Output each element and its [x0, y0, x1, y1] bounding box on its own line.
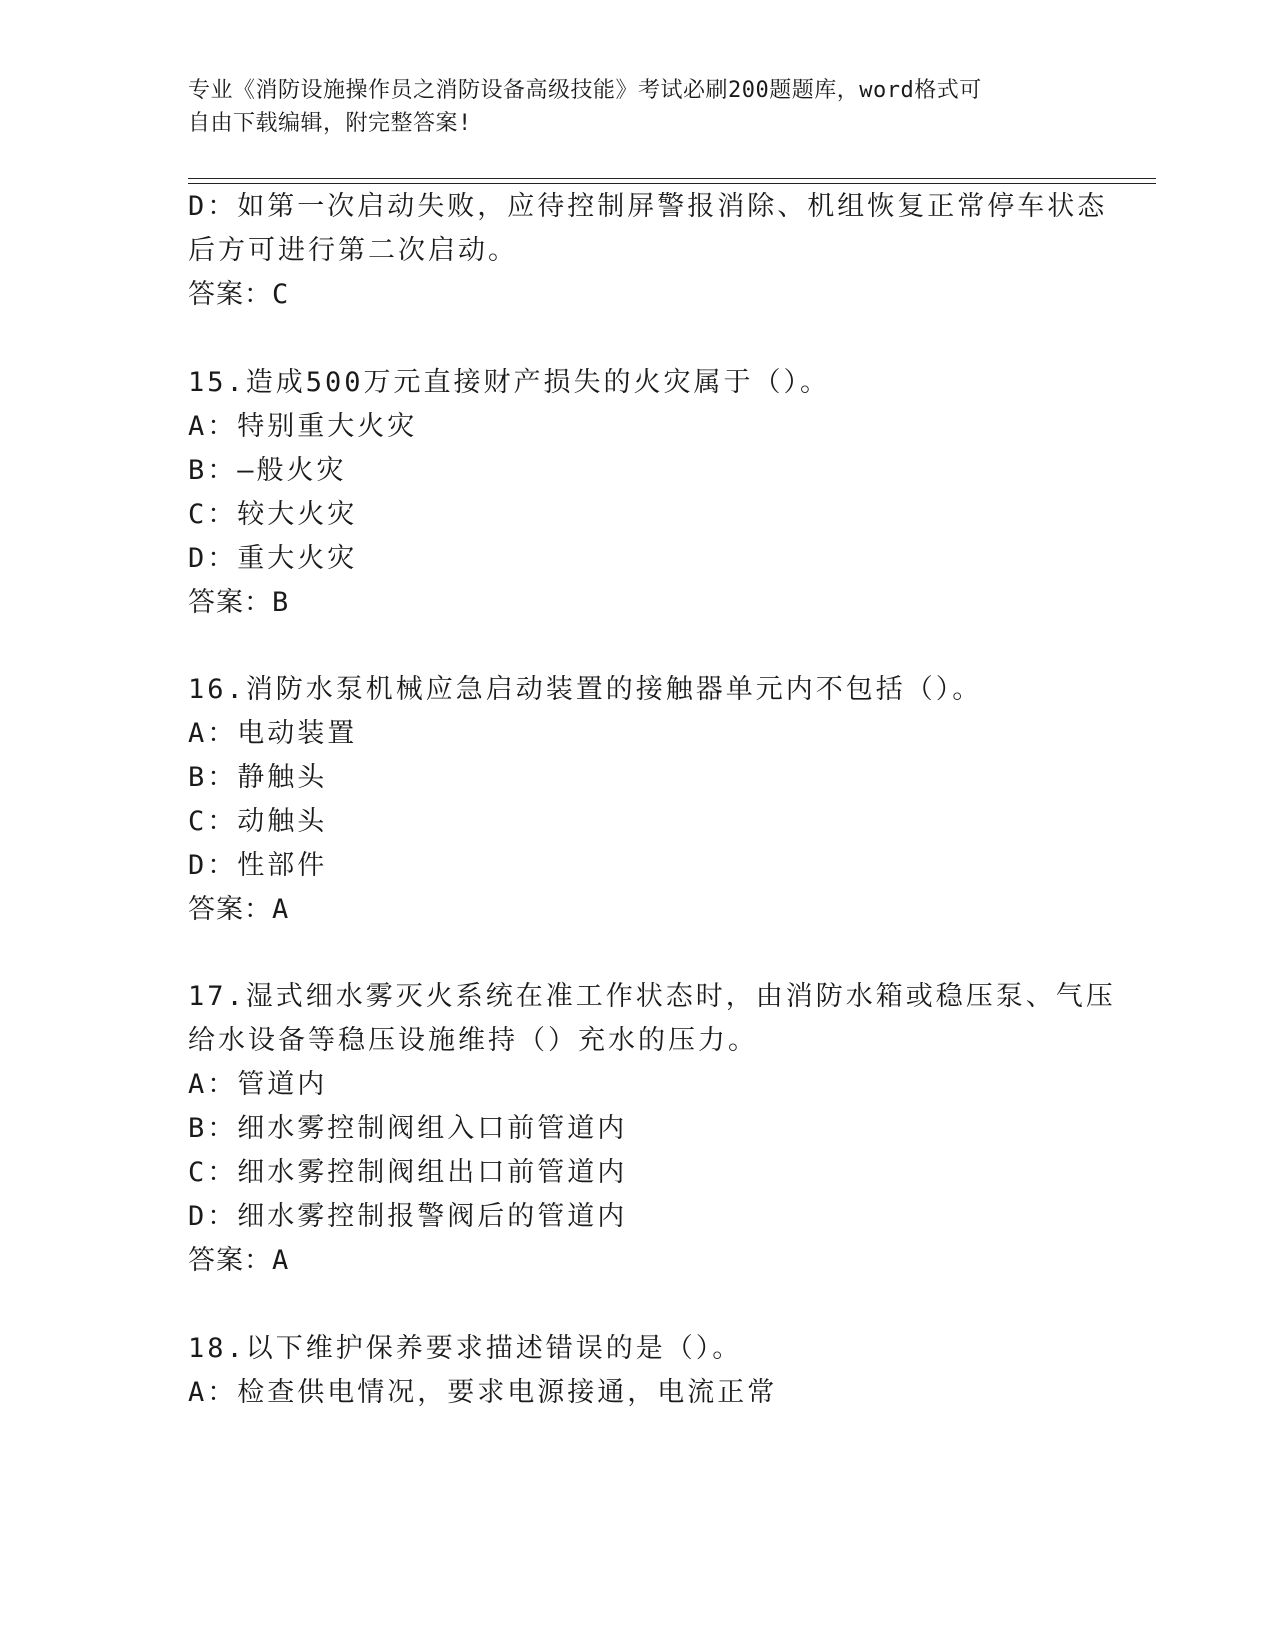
q15-answer: 答案：B [188, 587, 290, 618]
document-header [188, 74, 1068, 140]
q16-answer: 答案：A [188, 894, 290, 925]
q16-stem: 16.消防水泵机械应急启动装置的接触器单元内不包括（）。 [188, 674, 983, 705]
q17-option-d: D：细水雾控制报警阀后的管道内 [188, 1201, 628, 1232]
q18-option-a: A：检查供电情况，要求电源接通，电流正常 [188, 1377, 778, 1408]
q17-answer: 答案：A [188, 1245, 290, 1276]
q15-option-d: D：重大火灾 [188, 543, 358, 574]
prev-option-d-line-1: D：如第一次启动失败，应待控制屏警报消除、机组恢复正常停车状态 [188, 191, 1108, 222]
prev-answer: 答案：C [188, 279, 290, 310]
header-divider-bottom [188, 183, 1156, 184]
prev-option-d-line-2: 后方可进行第二次启动。 [188, 235, 518, 266]
header-divider-top [188, 178, 1156, 179]
q16-option-d: D：性部件 [188, 850, 328, 881]
q17-option-b: B：细水雾控制阀组入口前管道内 [188, 1113, 628, 1144]
header-line-2: 自由下载编辑，附完整答案! [188, 111, 472, 136]
q16-option-c: C：动触头 [188, 806, 328, 837]
q17-option-c: C：细水雾控制阀组出口前管道内 [188, 1157, 628, 1188]
q17-option-a: A：管道内 [188, 1069, 328, 1100]
q15-option-b: B：—般火灾 [188, 455, 347, 486]
q15-stem: 15.造成500万元直接财产损失的火灾属于（）。 [188, 367, 831, 398]
q15-option-c: C：较大火灾 [188, 499, 358, 530]
q17-stem-line-1: 17.湿式细水雾灭火系统在准工作状态时，由消防水箱或稳压泵、气压 [188, 981, 1116, 1012]
q17-stem-line-2: 给水设备等稳压设施维持（）充水的压力。 [188, 1025, 758, 1056]
q16-option-b: B：静触头 [188, 762, 328, 793]
header-line-1: 专业《消防设施操作员之消防设备高级技能》考试必刷200题题库，word格式可 [188, 78, 982, 103]
q18-stem: 18.以下维护保养要求描述错误的是（）。 [188, 1333, 743, 1364]
q16-option-a: A：电动装置 [188, 718, 358, 749]
q15-option-a: A：特别重大火灾 [188, 411, 418, 442]
